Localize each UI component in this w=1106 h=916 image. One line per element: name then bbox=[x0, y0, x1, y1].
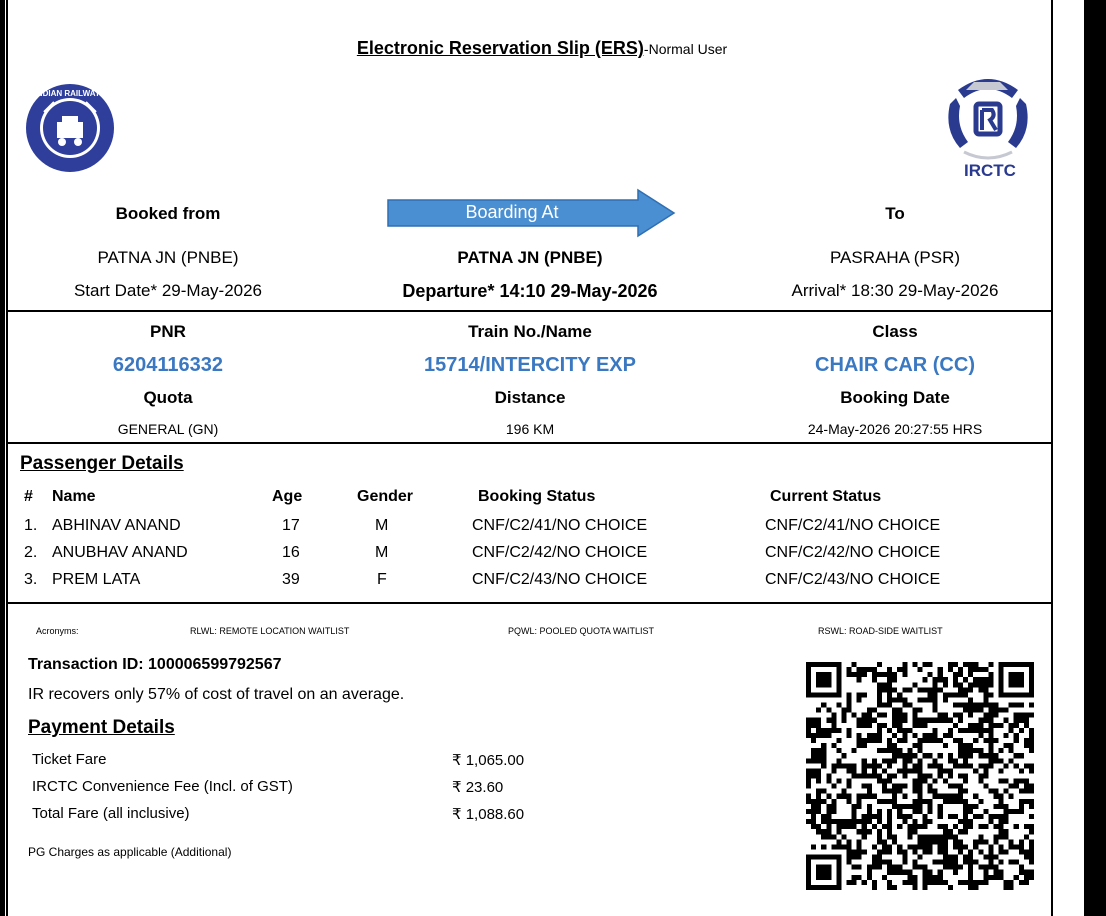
class-value: CHAIR CAR (CC) bbox=[815, 354, 975, 376]
distance-value: 196 KM bbox=[505, 421, 555, 437]
arrival: Arrival* 18:30 29-May-2026 bbox=[791, 281, 999, 300]
acronyms-label: Acronyms: bbox=[36, 626, 79, 636]
row-name: ANUBHAV ANAND bbox=[52, 544, 188, 561]
row-num: 2. bbox=[24, 544, 38, 561]
pnr-value: 6204116332 bbox=[112, 354, 224, 376]
passenger-details-heading: Passenger Details bbox=[20, 453, 184, 474]
col-num-header: # bbox=[24, 488, 33, 505]
total-fare-amount: ₹ 1,088.60 bbox=[452, 806, 525, 823]
row-num: 1. bbox=[24, 517, 38, 534]
departure: Departure* 14:10 29-May-2026 bbox=[402, 281, 658, 301]
indian-railways-logo bbox=[24, 82, 116, 174]
acronym-rswl: RSWL: ROAD-SIDE WAITLIST bbox=[818, 626, 943, 636]
booking-date-value: 24-May-2026 20:27:55 HRS bbox=[807, 421, 983, 437]
irctc-logo bbox=[938, 70, 1038, 180]
train-label: Train No./Name bbox=[468, 322, 592, 341]
booked-from-label: Booked from bbox=[115, 204, 221, 223]
title-subtitle: -Normal User bbox=[643, 41, 728, 57]
class-label: Class bbox=[872, 322, 918, 341]
col-name-header: Name bbox=[52, 488, 96, 505]
row-current-status: CNF/C2/41/NO CHOICE bbox=[765, 517, 941, 534]
row-current-status: CNF/C2/42/NO CHOICE bbox=[765, 544, 941, 561]
acronym-pqwl: PQWL: POOLED QUOTA WAITLIST bbox=[508, 626, 655, 636]
recovery-note: IR recovers only 57% of cost of travel on an average. bbox=[28, 686, 405, 703]
boarding-arrow bbox=[386, 188, 676, 238]
row-gender: F bbox=[377, 571, 387, 588]
row-booking-status: CNF/C2/41/NO CHOICE bbox=[472, 517, 648, 534]
pnr-label: PNR bbox=[150, 322, 186, 341]
to-label: To bbox=[885, 204, 905, 223]
divider-1 bbox=[8, 310, 1053, 312]
distance-label: Distance bbox=[494, 388, 566, 407]
train-value: 15714/INTERCITY EXP bbox=[424, 354, 636, 376]
convenience-fee-label: IRCTC Convenience Fee (Incl. of GST) bbox=[32, 778, 293, 795]
col-gender-header: Gender bbox=[357, 488, 414, 505]
to-station: PASRAHA (PSR) bbox=[829, 248, 961, 267]
row-gender: M bbox=[375, 517, 389, 534]
row-name: ABHINAV ANAND bbox=[52, 517, 181, 534]
pg-charges-note: PG Charges as applicable (Additional) bbox=[28, 845, 232, 859]
left-edge bbox=[0, 0, 5, 916]
row-name: PREM LATA bbox=[52, 571, 141, 588]
logo-left-text: INDIAN RAILWAYS bbox=[34, 89, 106, 98]
logo-right-text: IRCTC bbox=[964, 161, 1016, 180]
title-main: Electronic Reservation Slip (ERS) bbox=[356, 38, 644, 58]
start-date: Start Date* 29-May-2026 bbox=[73, 281, 263, 300]
boarding-label: Boarding At bbox=[465, 202, 559, 222]
quota-label: Quota bbox=[143, 388, 193, 407]
total-fare-label: Total Fare (all inclusive) bbox=[32, 805, 190, 822]
payment-details-heading: Payment Details bbox=[28, 717, 175, 738]
row-num: 3. bbox=[24, 571, 38, 588]
quota-value: GENERAL (GN) bbox=[117, 421, 219, 437]
qr-code-icon bbox=[806, 662, 1034, 890]
row-booking-status: CNF/C2/43/NO CHOICE bbox=[472, 571, 648, 588]
col-current-status-header: Current Status bbox=[770, 488, 882, 505]
page-title bbox=[0, 38, 1084, 59]
convenience-fee-amount: ₹ 23.60 bbox=[452, 779, 504, 796]
row-booking-status: CNF/C2/42/NO CHOICE bbox=[472, 544, 648, 561]
row-age: 39 bbox=[282, 571, 300, 588]
divider-2 bbox=[8, 442, 1053, 444]
ticket-fare-label: Ticket Fare bbox=[32, 751, 107, 768]
booking-date-label: Booking Date bbox=[840, 388, 950, 407]
row-age: 16 bbox=[282, 544, 300, 561]
divider-3 bbox=[8, 602, 1053, 604]
col-age-header: Age bbox=[272, 488, 303, 505]
ticket-fare-amount: ₹ 1,065.00 bbox=[452, 752, 525, 769]
acronym-rlwl: RLWL: REMOTE LOCATION WAITLIST bbox=[190, 626, 350, 636]
row-gender: M bbox=[375, 544, 389, 561]
qr-code bbox=[806, 662, 1034, 890]
row-age: 17 bbox=[282, 517, 300, 534]
col-booking-status-header: Booking Status bbox=[478, 488, 596, 505]
boarding-station: PATNA JN (PNBE) bbox=[457, 248, 603, 267]
transaction-id: Transaction ID: 100006599792567 bbox=[28, 656, 282, 673]
booked-from-station: PATNA JN (PNBE) bbox=[97, 248, 239, 267]
row-current-status: CNF/C2/43/NO CHOICE bbox=[765, 571, 941, 588]
